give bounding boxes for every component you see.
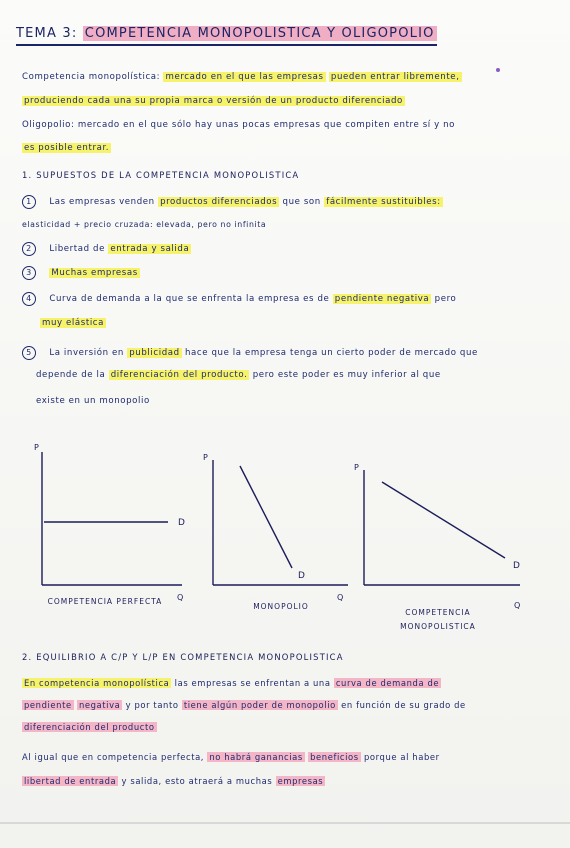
page-bottom-edge — [0, 822, 570, 824]
title-prefix: TEMA 3: — [16, 26, 78, 41]
chart2-ylabel: P — [203, 453, 208, 462]
number-circle-3: 3 — [22, 266, 36, 280]
assumption-5-line2: depende de la diferenciación del producto. pero este poder es muy inferior al que — [36, 370, 441, 380]
section2-heading: 2. EQUILIBRIO A C/P Y L/P EN COMPETENCIA MONOPOLISTICA — [22, 652, 344, 662]
chart1-caption: COMPETENCIA PERFECTA — [47, 597, 163, 606]
chart1-xlabel: Q — [177, 593, 184, 602]
chart3-xlabel: Q — [514, 601, 521, 610]
section2-p1-line3: diferenciación del producto — [24, 722, 155, 732]
section2-p1-line2: pendiente negativa y por tanto tiene algún poder de monopolio en función de su grado de — [24, 700, 466, 710]
assumption-2: 2 Libertad de entrada y salida — [22, 242, 191, 256]
ink-dot — [496, 68, 500, 72]
assumption-3: 3 Muchas empresas — [22, 266, 140, 280]
demand-charts — [0, 430, 570, 670]
section2-p2-line1: Al igual que en competencia perfecta, no habrá ganancias beneficios porque al haber — [22, 752, 440, 762]
chart2-caption: MONOPOLIO — [253, 602, 309, 611]
chart2-xlabel: Q — [337, 593, 344, 602]
assumption-1-line2: elasticidad + precio cruzada: elevada, pero no infinita — [22, 220, 267, 229]
cm-definition-line1: Competencia monopolística: mercado en el que las empresas pueden entrar libremente, — [22, 72, 460, 82]
assumption-5: 5 La inversión en publicidad hace que la empresa tenga un cierto poder de mercado que — [22, 346, 478, 360]
section2-p2-line2: libertad de entrada y salida, esto atraerá a muchas empresas — [24, 776, 324, 786]
assumption-1: 1 Las empresas venden productos diferenciados que son fácilmente sustituibles: — [22, 195, 443, 209]
oligopoly-definition-line2: es posible entrar. — [24, 143, 110, 153]
number-circle-5: 5 — [22, 346, 36, 360]
chart-monopolistic-competition — [354, 463, 520, 610]
number-circle-4: 4 — [22, 292, 36, 306]
chart3-curve-label: D — [513, 561, 520, 571]
chart3-ylabel: P — [354, 463, 359, 472]
section2-p1-line1: En competencia monopolística las empresas se enfrentan a una curva de demanda de — [24, 678, 440, 688]
chart3-demand-curve — [382, 482, 505, 558]
page-title — [16, 26, 437, 46]
number-circle-1: 1 — [22, 195, 36, 209]
number-circle-2: 2 — [22, 242, 36, 256]
title-text: COMPETENCIA MONOPOLISTICA Y OLIGOPOLIO — [84, 26, 435, 41]
section1-heading: 1. SUPUESTOS DE LA COMPETENCIA MONOPOLISTICA — [22, 170, 300, 180]
cm-definition-line2: produciendo cada una su propia marca o versión de un producto diferenciado — [24, 96, 403, 106]
chart2-demand-curve — [240, 466, 292, 568]
assumption-4: 4 Curva de demanda a la que se enfrenta la empresa es de pendiente negativa pero — [22, 292, 456, 306]
assumption-4-line2: muy elástica — [42, 318, 105, 328]
chart-perfect-competition — [34, 443, 185, 602]
chart-monopoly — [203, 453, 348, 602]
chart3-caption: COMPETENCIA MONOPOLISTICA — [400, 608, 476, 631]
assumption-5-line3: existe en un monopolio — [36, 396, 150, 406]
oligopoly-definition-line1: Oligopolio: mercado en el que sólo hay unas pocas empresas que compiten entre sí y no — [22, 120, 456, 130]
chart2-curve-label: D — [298, 571, 305, 581]
chart1-curve-label: D — [178, 518, 185, 528]
chart1-ylabel: P — [34, 443, 39, 452]
